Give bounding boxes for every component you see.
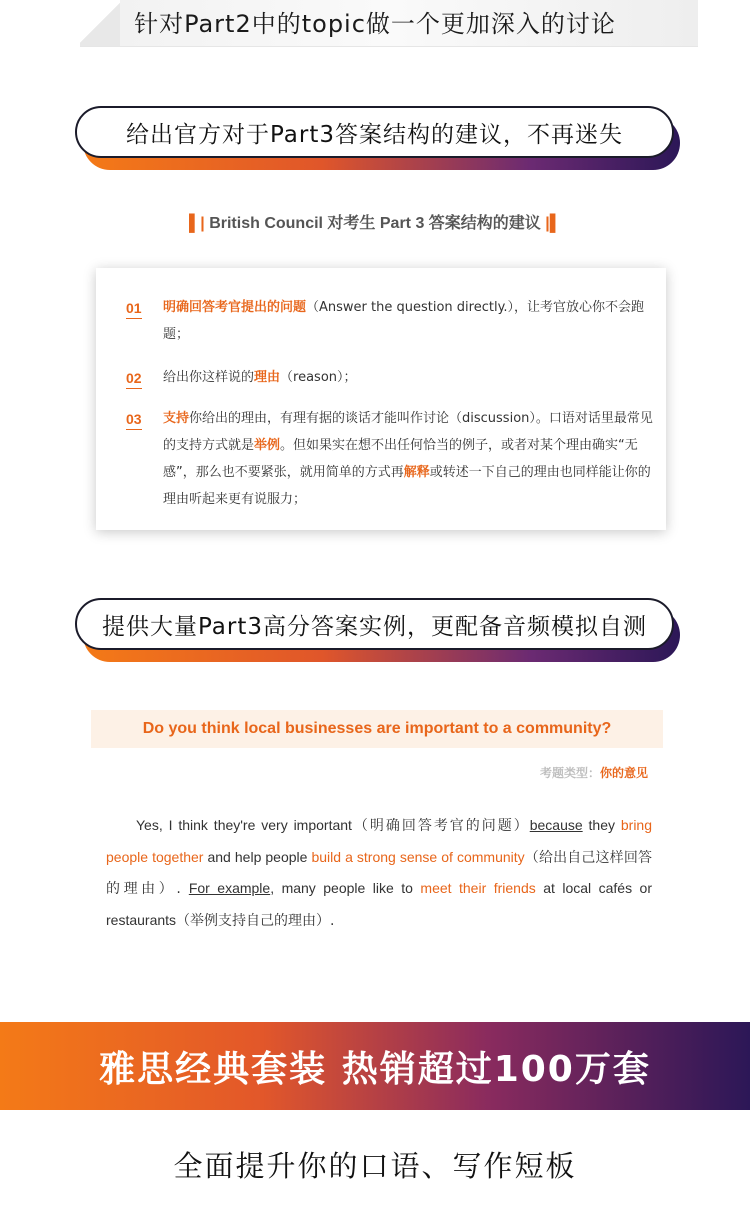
tip-body: （reason）； xyxy=(280,370,357,385)
answer-text: Yes, I think they're very important xyxy=(136,817,352,833)
pill-heading-1 xyxy=(75,106,680,170)
tip-body: 。但如果实在想不出任何恰当的例子，或者对某个理由确实“无感”，那么也不要紧张，就用简单的方式再 xyxy=(163,438,638,480)
tip-number: 01 xyxy=(126,298,142,319)
tip-body: 你给出的理由，有理有据的谈话才能叫作讨论（discussion）。口语对话里最常见的支持方式就是 xyxy=(163,411,653,453)
right-bar-icon: |▌ xyxy=(545,215,562,232)
answer-note: （举例支持自己的理由）. xyxy=(176,912,335,929)
answer-linker: For example xyxy=(188,880,271,896)
promo-banner: 雅思经典套装 热销超过100万套 xyxy=(0,1022,750,1110)
answer-note: （明确回答考官的问题） xyxy=(351,818,530,834)
question-type-label: 考题类型： xyxy=(539,766,600,780)
answer-linker: because xyxy=(529,817,583,833)
tip-highlight: 理由 xyxy=(254,370,281,385)
answer-highlight: bring people together xyxy=(106,817,653,865)
answer-highlight: meet their friends xyxy=(420,880,536,896)
sample-answer xyxy=(106,810,652,936)
tip-number: 03 xyxy=(126,409,142,430)
answer-highlight: build a strong sense of community xyxy=(311,848,525,865)
tip-item xyxy=(126,405,656,513)
left-bar-icon: ▌| xyxy=(188,215,205,232)
tip-highlight: 支持 xyxy=(163,411,190,426)
tip-item xyxy=(126,364,656,391)
pill-heading-2 xyxy=(75,598,680,662)
tip-body: 或转述一下自己的理由也同样能让你的理由听起来更有说服力； xyxy=(163,465,651,507)
top-title: 针对Part2中的topic做一个更加深入的讨论 xyxy=(134,10,616,38)
question-type xyxy=(540,764,648,781)
pill-heading-1-text: 给出官方对于Part3答案结构的建议，不再迷失 xyxy=(75,106,674,158)
answer-text: at local cafés or restaurants xyxy=(106,880,652,928)
tip-text xyxy=(163,364,656,391)
tip-item xyxy=(126,294,656,348)
tip-text xyxy=(163,294,656,348)
tip-body: 给出你这样说的 xyxy=(163,370,255,385)
tip-body: （Answer the question directly.），让考官放心你不会跑题； xyxy=(163,300,645,342)
answer-text: and help people xyxy=(203,848,312,865)
tip-highlight: 解释 xyxy=(403,465,430,480)
section-heading-text: British Council 对考生 Part 3 答案结构的建议 xyxy=(209,215,541,232)
sample-question: Do you think local businesses are important to a community? xyxy=(91,710,663,748)
tip-highlight: 举例 xyxy=(254,438,281,453)
pill-heading-2-text: 提供大量Part3高分答案实例，更配备音频模拟自测 xyxy=(75,598,674,650)
tip-number: 02 xyxy=(126,368,142,389)
answer-text: they xyxy=(582,817,621,833)
bottom-title: 全面提升你的口语、写作短板 xyxy=(173,1149,577,1183)
tip-highlight: 明确回答考官提出的问题 xyxy=(163,300,307,315)
section-heading xyxy=(0,210,750,233)
answer-text: , many people like to xyxy=(270,880,421,896)
answer-note: （给出自己这样回答的理由）. xyxy=(106,849,652,897)
tip-text xyxy=(163,405,656,513)
question-type-value: 你的意见 xyxy=(599,766,648,780)
tips-card xyxy=(96,268,666,530)
